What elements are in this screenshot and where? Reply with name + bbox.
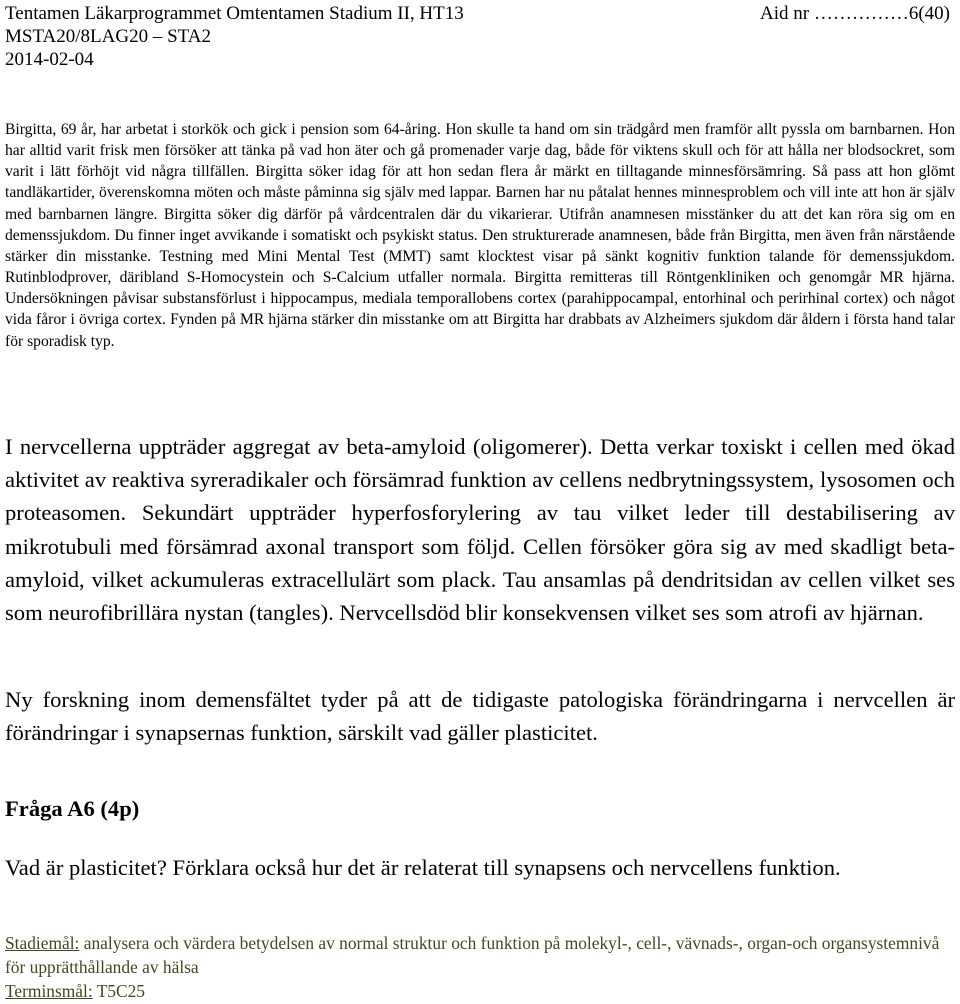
question-title: Fråga A6 (4p) [5, 796, 140, 821]
terminsmal-text: T5C25 [92, 981, 145, 1001]
exam-title: Tentamen Läkarprogrammet Omtentamen Stadium II, HT13 [5, 3, 464, 24]
pathology-paragraph: I nervcellerna uppträder aggregat av beta-amyloid (oligomerer). Detta verkar toxiskt i cellen med ökad aktivitet av reaktiva syreradikaler och försämrad funktion av cellens nedbrytningssystem, lysosomen och proteasomen. Sekundärt uppträder hyperfosforylering av tau vilket leder till destabilisering av mikrotubuli med försämrad axonal transport som följd. Cellen försöker göra sig av med skadligt beta-amyloid, vilket ackumuleras extracellulärt som plack. Tau ansamlas på dendritsidan av cellen vilket ses som neurofibrillära nystan (tangles). Nervcellsdöd blir konsekvensen vilket ses som atrofi av hjärnan. [5, 434, 955, 626]
stadiemal [5, 931, 955, 979]
exam-date: 2014-02-04 [5, 49, 94, 70]
aid-number: Aid nr ……………6(40) [760, 3, 950, 24]
research-paragraph: Ny forskning inom demensfältet tyder på att de tidigaste patologiska förändringarna i nervcellen är förändringar i synapsernas funktion, särskilt vad gäller plasticitet. [5, 687, 955, 746]
course-code: MSTA20/8LAG20 – STA2 [5, 26, 211, 47]
header-left [5, 2, 605, 71]
terminsmal [5, 979, 955, 1003]
stadiemal-text: analysera och värdera betydelsen av normal struktur och funktion på molekyl-, cell-, vävnads-, organ-och organsystemnivå för upprätthållande av hälsa [5, 933, 940, 977]
stadiemal-label: Stadiemål: [5, 933, 80, 953]
learning-goals [5, 931, 955, 1003]
question-text: Vad är plasticitet? Förklara också hur det är relaterat till synapsens och nervcellens funktion. [5, 855, 841, 880]
case-description: Birgitta, 69 år, har arbetat i storkök och gick i pension som 64-åring. Hon skulle ta hand om sin trädgård men framför allt pyssla om barnbarnen. Hon har alltid varit frisk men försöker att tänka på vad hon äter och gå promenader varje dag, både för viktens skull och för att hålla ner blodsockret, som varit i lätt förhöjt vid några tillfällen. Birgitta söker idag för att hon sedan flera år märkt en tilltagande minnesförsämring. Så pass att hon glömt tandläkartider, överenskomna möten och måste påminna sig själv med lappar. Barnen har nu påtalat hennes minnesproblem och vill inte att hon är själv med barnbarnen längre. Birgitta söker dig därför på vårdcentralen där du vikarierar. Utifrån anamnesen misstänker du att det kan röra sig om en demenssjukdom. Du finner inget avvikande i somatiskt och psykiskt status. Den strukturerade anamnesen, både från Birgitta, men även från närstående stärker din misstanke. Testning med Mini Mental Test (MMT) samt klocktest visar på sänkt kognitiv funktion talande för demenssjukdom. Rutinblodprover, däribland S-Homocystein och S-Calcium utfaller normala. Birgitta remitteras till Röntgenkliniken och genomgår MR hjärna. Undersökningen påvisar substansförlust i hippocampus, mediala temporallobens cortex (parahippocampal, entorhinal och perirhinal cortex) och något vida fåror i övriga cortex. Fynden på MR hjärna stärker din misstanke om att Birgitta har drabbats av Alzheimers sjukdom där åldern i första hand talar för sporadisk typ. [5, 121, 955, 350]
terminsmal-label: Terminsmål: [5, 981, 93, 1001]
